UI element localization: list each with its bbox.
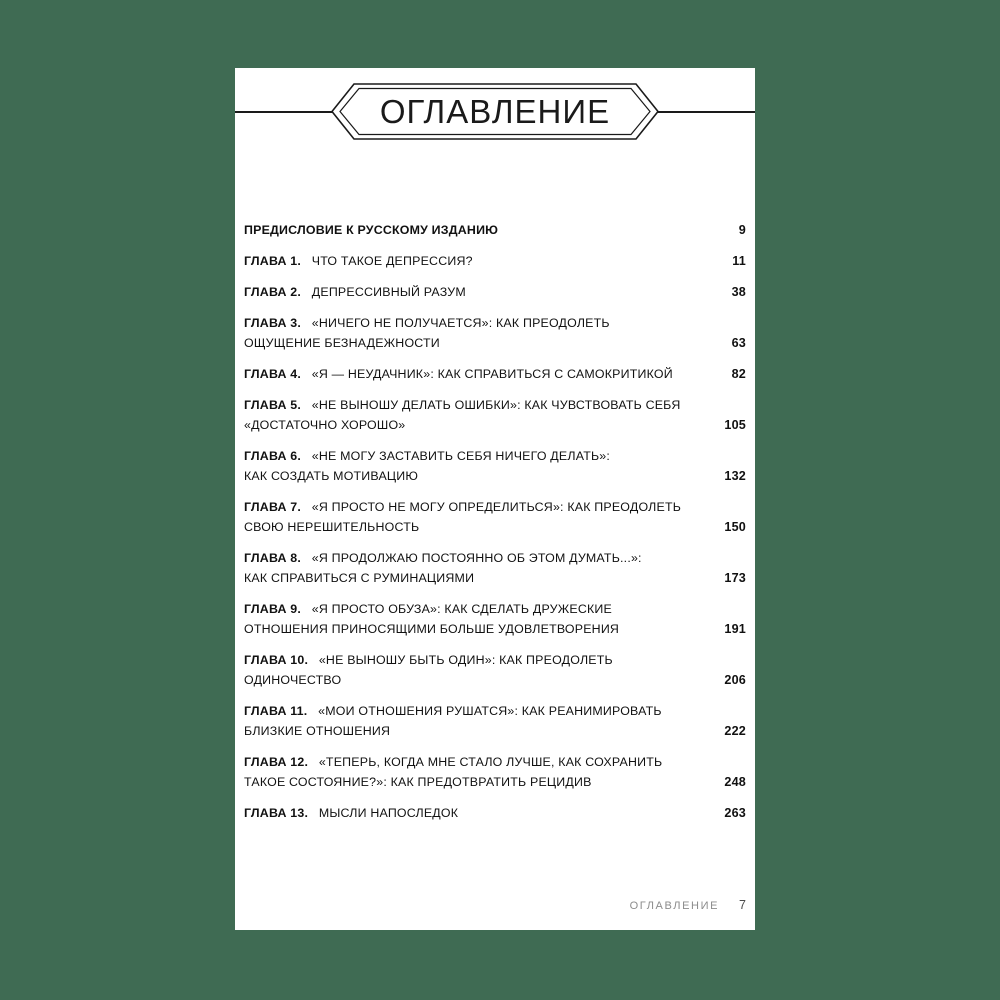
leader-dots [599,773,709,783]
toc-chapter-label: ГЛАВА 2. [244,285,309,299]
leader-dots [473,283,678,293]
toc-chapter-title-cont: ОТНОШЕНИЯ ПРИНОСЯЩИМИ БОЛЬШЕ УДОВЛЕТВОРЕНИЯ [244,622,623,636]
leader-dots [481,569,703,579]
leader-dots [626,620,710,630]
toc-chapter-title: «МОИ ОТНОШЕНИЯ РУШАТСЯ»: КАК РЕАНИМИРОВАТЬ [318,704,666,718]
leader-dots [397,722,704,732]
toc-chapter-title: «ТЕПЕРЬ, КОГДА МНЕ СТАЛО ЛУЧШЕ, КАК СОХРАНИТЬ [318,755,666,769]
toc-chapter-label: ПРЕДИСЛОВИЕ К РУССКОМУ ИЗДАНИЮ [244,223,502,237]
toc-chapter-label: ГЛАВА 3. [244,316,309,330]
toc-chapter-title: МЫСЛИ НАПОСЛЕДОК [318,806,462,820]
toc-page-number: 132 [724,469,746,483]
toc-page-number: 105 [724,418,746,432]
leader-dots [465,804,666,814]
toc-chapter-title-cont: ОДИНОЧЕСТВО [244,673,345,687]
toc-chapter-label: ГЛАВА 5. [244,398,309,412]
toc-entry[interactable] [244,599,746,639]
toc-page-number: 222 [724,724,746,738]
toc-page-number: 82 [731,367,746,381]
toc-entry[interactable] [244,282,746,302]
toc-chapter-title-cont: СВОЮ НЕРЕШИТЕЛЬНОСТЬ [244,520,423,534]
toc-chapter-title-cont: КАК СОЗДАТЬ МОТИВАЦИЮ [244,469,422,483]
toc-entry[interactable] [244,803,746,823]
toc-page-number: 9 [738,223,746,237]
toc-page-number: 191 [724,622,746,636]
toc-entry[interactable] [244,497,746,537]
toc-page-number: 38 [731,285,746,299]
table-of-contents [244,220,746,834]
toc-chapter-title: «НЕ ВЫНОШУ ДЕЛАТЬ ОШИБКИ»: КАК ЧУВСТВОВАТЬ СЕБЯ [311,398,685,412]
leader-dots [412,416,702,426]
footer-label: ОГЛАВЛЕНИЕ [629,900,720,912]
toc-chapter-label: ГЛАВА 13. [244,806,316,820]
toc-entry[interactable] [244,364,746,384]
leader-dots [425,467,671,477]
toc-entry[interactable] [244,395,746,435]
leader-dots [680,365,720,375]
toc-page-number: 263 [724,806,746,820]
toc-chapter-title-cont: КАК СПРАВИТЬСЯ С РУМИНАЦИЯМИ [244,571,478,585]
toc-page-number: 173 [724,571,746,585]
book-page [235,68,755,930]
toc-chapter-label: ГЛАВА 1. [244,254,309,268]
toc-chapter-title-cont: «ДОСТАТОЧНО ХОРОШО» [244,418,410,432]
toc-chapter-label: ГЛАВА 8. [244,551,309,565]
toc-entry[interactable] [244,752,746,792]
toc-entry[interactable] [244,446,746,486]
page-title: ОГЛАВЛЕНИЕ [379,93,611,130]
toc-chapter-title-cont: ОЩУЩЕНИЕ БЕЗНАДЕЖНОСТИ [244,336,444,350]
toc-entry[interactable] [244,701,746,741]
toc-page-number: 11 [732,254,746,268]
toc-chapter-label: ГЛАВА 10. [244,653,316,667]
toc-entry[interactable] [244,251,746,271]
toc-chapter-title-cont: БЛИЗКИЕ ОТНОШЕНИЯ [244,724,394,738]
toc-entry[interactable] [244,650,746,690]
leader-dots [348,671,702,681]
header-banner-shape [330,82,660,141]
toc-chapter-label: ГЛАВА 4. [244,367,309,381]
toc-chapter-label: ГЛАВА 6. [244,449,309,463]
leader-dots [480,252,684,262]
toc-entry[interactable] [244,220,746,240]
leader-dots [447,334,681,344]
toc-entry[interactable] [244,313,746,353]
toc-chapter-label: ГЛАВА 11. [244,704,315,718]
footer-page-number: 7 [739,898,746,912]
toc-chapter-title: «Я — НЕУДАЧНИК»: КАК СПРАВИТЬСЯ С САМОКРИТИКОЙ [311,367,677,381]
toc-chapter-title: ЧТО ТАКОЕ ДЕПРЕССИЯ? [311,254,477,268]
toc-entry[interactable] [244,548,746,588]
leader-dots [426,518,694,528]
toc-chapter-label: ГЛАВА 12. [244,755,316,769]
toc-chapter-title: ДЕПРЕССИВНЫЙ РАЗУМ [311,285,470,299]
toc-chapter-title: «НЕ МОГУ ЗАСТАВИТЬ СЕБЯ НИЧЕГО ДЕЛАТЬ»: [311,449,614,463]
page-footer [630,898,746,912]
toc-chapter-title: «Я ПРОСТО НЕ МОГУ ОПРЕДЕЛИТЬСЯ»: КАК ПРЕОДОЛЕТЬ [311,500,685,514]
toc-chapter-title: «Я ПРОСТО ОБУЗА»: КАК СДЕЛАТЬ ДРУЖЕСКИЕ [311,602,616,616]
toc-page-number: 248 [724,775,746,789]
toc-chapter-label: ГЛАВА 9. [244,602,309,616]
toc-chapter-title: «НЕ ВЫНОШУ БЫТЬ ОДИН»: КАК ПРЕОДОЛЕТЬ [318,653,617,667]
toc-header-banner [235,82,755,142]
toc-chapter-label: ГЛАВА 7. [244,500,309,514]
toc-page-number: 63 [731,336,746,350]
toc-chapter-title: «НИЧЕГО НЕ ПОЛУЧАЕТСЯ»: КАК ПРЕОДОЛЕТЬ [311,316,614,330]
toc-page-number: 206 [724,673,746,687]
toc-page-number: 150 [724,520,746,534]
leader-dots [505,221,720,231]
toc-chapter-title-cont: ТАКОЕ СОСТОЯНИЕ?»: КАК ПРЕДОТВРАТИТЬ РЕЦИДИВ [244,775,596,789]
toc-chapter-title: «Я ПРОДОЛЖАЮ ПОСТОЯННО ОБ ЭТОМ ДУМАТЬ...»: [311,551,646,565]
